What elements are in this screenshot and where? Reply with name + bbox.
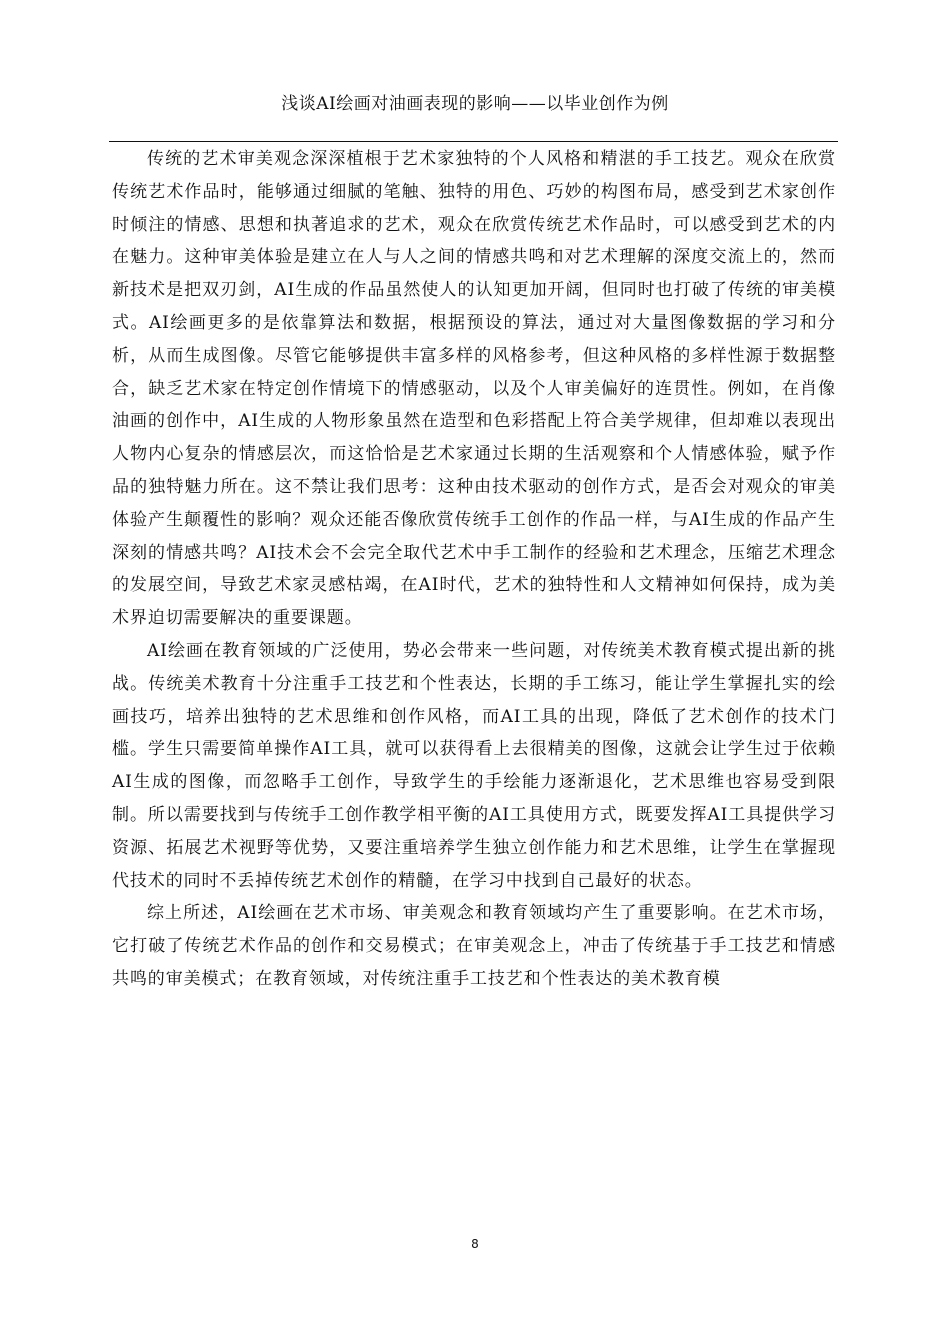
paragraph-education: AI绘画在教育领域的广泛使用，势必会带来一些问题，对传统美术教育模式提出新的挑战。传统美术教育十分注重手工技艺和个性表达，长期的手工练习，能让学生掌握扎实的绘画技巧，培养出独特的艺术思维和创作风格，而AI工具的出现，降低了艺术创作的技术门槛。学生只需要简单操作AI工具，就可以获得看上去很精美的图像，这就会让学生过于依赖AI生成的图像，而忽略手工创作，导致学生的手绘能力逐渐退化，艺术思维也容易受到限制。所以需要找到与传统手工创作教学相平衡的AI工具使用方式，既要发挥AI工具提供学习资源、拓展艺术视野等优势，又要注重培养学生独立创作能力和艺术思维，让学生在掌握现代技术的同时不丢掉传统艺术创作的精髓，在学习中找到自己最好的状态。	[112, 640, 836, 891]
header-divider	[109, 141, 838, 142]
running-header-title: 浅谈AI绘画对油画表现的影响——以毕业创作为例	[281, 94, 669, 114]
body-text	[112, 143, 836, 996]
paragraph-aesthetic-concepts: 传统的艺术审美观念深深植根于艺术家独特的个人风格和精湛的手工技艺。观众在欣赏传统艺术作品时，能够通过细腻的笔触、独特的用色、巧妙的构图布局，感受到艺术家创作时倾注的情感、思想和执著追求的艺术，观众在欣赏传统艺术作品时，可以感受到艺术的内在魅力。这种审美体验是建立在人与人之间的情感共鸣和对艺术理解的深度交流上的，然而新技术是把双刃剑，AI生成的作品虽然使人的认知更加开阔，但同时也打破了传统的审美模式。AI绘画更多的是依靠算法和数据，根据预设的算法，通过对大量图像数据的学习和分析，从而生成图像。尽管它能够提供丰富多样的风格参考，但这种风格的多样性源于数据整合，缺乏艺术家在特定创作情境下的情感驱动，以及个人审美偏好的连贯性。例如，在肖像油画的创作中，AI生成的人物形象虽然在造型和色彩搭配上符合美学规律，但却难以表现出人物内心复杂的情感层次，而这恰恰是艺术家通过长期的生活观察和个人情感体验，赋予作品的独特魅力所在。这不禁让我们思考：这种由技术驱动的创作方式，是否会对观众的审美体验产生颠覆性的影响？观众还能否像欣赏传统手工创作的作品一样，与AI生成的作品产生深刻的情感共鸣？AI技术会不会完全取代艺术中手工制作的经验和艺术理念，压缩艺术理念的发展空间，导致艺术家灵感枯竭，在AI时代，艺术的独特性和人文精神如何保持，成为美术界迫切需要解决的重要课题。	[112, 149, 836, 629]
page-number: 8	[471, 1237, 479, 1251]
paragraph-summary: 综上所述，AI绘画在艺术市场、审美观念和教育领域均产生了重要影响。在艺术市场，它打破了传统艺术作品的创作和交易模式；在审美观念上，冲击了传统基于手工技艺和情感共鸣的审美模式；在教育领域，对传统注重手工技艺和个性表达的美术教育模	[112, 903, 836, 989]
